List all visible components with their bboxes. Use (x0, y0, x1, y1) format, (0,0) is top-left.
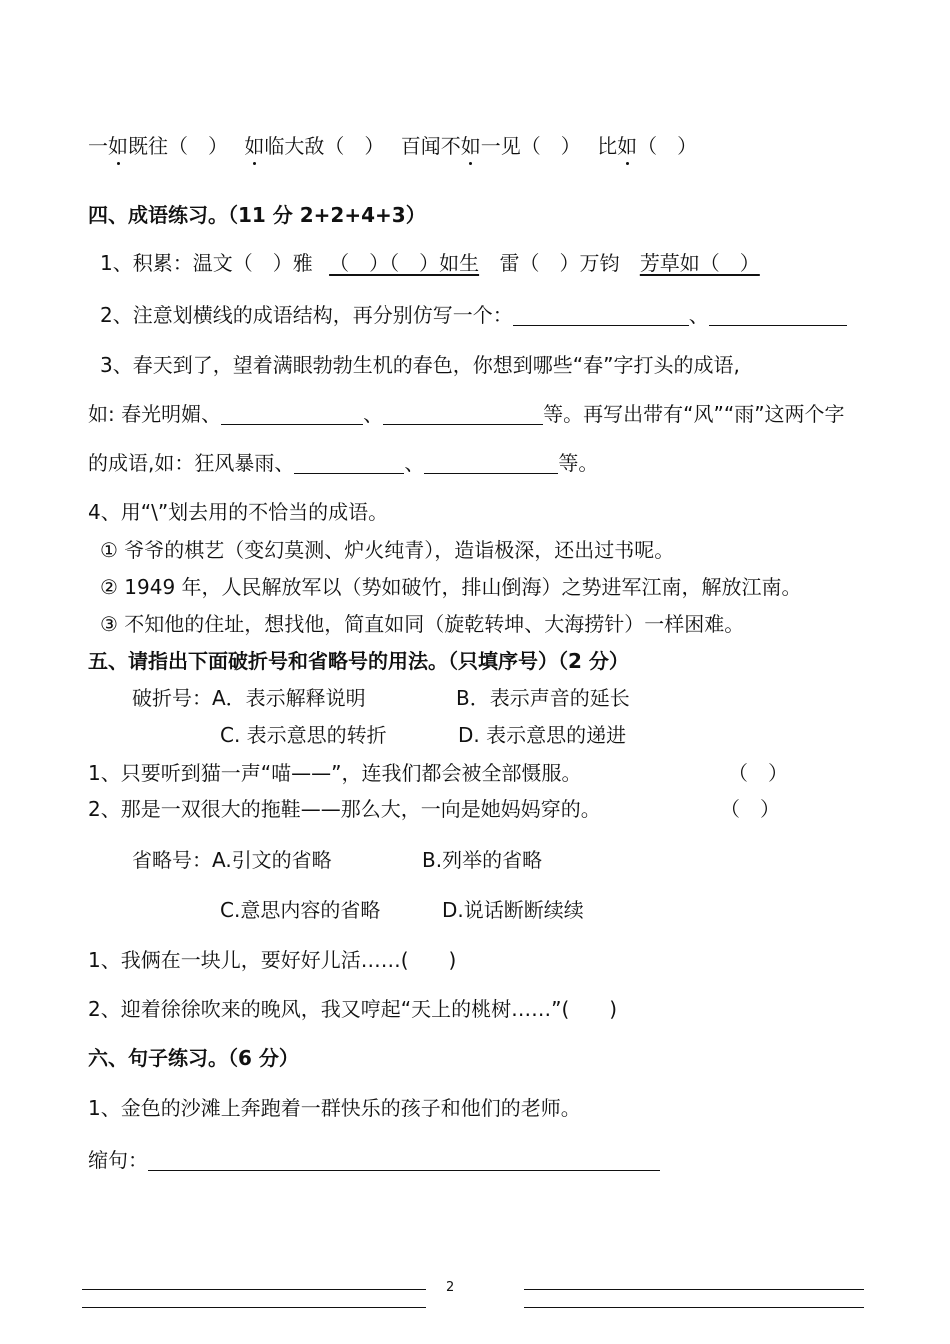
answer-blank[interactable] (383, 404, 543, 425)
dash-option-b: B．表示声音的延长 (456, 686, 630, 710)
dash-option-d: D. 表示意思的递进 (458, 723, 627, 747)
s4-q3-line2: 如: 春光明媚、 、 等。再写出带有“风”“雨”这两个字 (88, 402, 845, 426)
s4-q4: 4、用“\”划去用的不恰当的成语。 (88, 500, 389, 524)
dash-question-1: 1、只要听到猫一声“喵——”，连我们都会被全部慑服。 (88, 761, 582, 785)
answer-blank[interactable] (221, 404, 363, 425)
answer-blank[interactable] (424, 453, 558, 474)
ellipsis-question-2: 2、迎着徐徐吹来的晚风，我又哼起“天上的桃树……”( ) (88, 997, 618, 1021)
dotted-char: 如 (108, 134, 128, 158)
answer-blank[interactable] (709, 305, 847, 326)
s6-suo-row: 缩句： (88, 1148, 660, 1172)
answer-blank[interactable] (513, 305, 689, 326)
section-5-title: 五、请指出下面破折号和省略号的用法。（只填序号）（2 分） (88, 649, 629, 673)
footer-rule (82, 1307, 426, 1308)
s4-q4-item-2: ② 1949 年，人民解放军以（势如破竹，排山倒海）之势进军江南，解放江南。 (100, 575, 802, 599)
footer-rule (524, 1307, 864, 1308)
underlined-idiom: （ ）（ ）如生 (329, 251, 480, 275)
dash-option-c: C. 表示意思的转折 (220, 723, 387, 747)
idiom-options-row: 一如既往（ ） 如临大敌（ ） 百闻不如一见（ ） 比如（ ） (88, 134, 698, 158)
ellipsis-question-1: 1、我俩在一块儿，要好好儿活……( ) (88, 948, 457, 972)
ellipsis-option-d: D.说话断断续续 (442, 898, 584, 922)
s4-q4-item-1: ① 爷爷的棋艺（变幻莫测、炉火纯青），造诣极深，还出过书呢。 (100, 538, 675, 562)
ellipsis-option-c: C.意思内容的省略 (220, 898, 381, 922)
s6-q1: 1、金色的沙滩上奔跑着一群快乐的孩子和他们的老师。 (88, 1096, 581, 1120)
page-number: 2 (446, 1280, 455, 1295)
ellipsis-options-row-1: 省略号：A.引文的省略 (132, 848, 332, 872)
answer-paren[interactable]: （ ） (728, 761, 788, 785)
s4-q3-line3: 的成语,如：狂风暴雨、 、 等。 (88, 451, 599, 475)
dotted-char: 如 (460, 134, 481, 158)
dotted-char: 如 (617, 134, 638, 158)
answer-paren[interactable]: （ ） (720, 797, 780, 821)
underlined-idiom: 芳草如（ ） (639, 251, 760, 275)
footer-rule (524, 1289, 864, 1290)
dash-question-2: 2、那是一双很大的拖鞋——那么大，一向是她妈妈穿的。 (88, 797, 601, 821)
dash-options-row-1: 破折号：A．表示解释说明 (132, 686, 366, 710)
footer-rule (82, 1289, 426, 1290)
s4-q2: 2、注意划横线的成语结构，再分别仿写一个： 、 (100, 303, 847, 327)
answer-blank[interactable] (148, 1150, 660, 1171)
ellipsis-option-b: B.列举的省略 (422, 848, 543, 872)
s4-q1: 1、积累：温文（ ）雅 （ ）（ ）如生 雷（ ）万钧 芳草如（ ） (100, 251, 760, 275)
s4-q4-item-3: ③ 不知他的住址，想找他，简直如同（旋乾转坤、大海捞针）一样困难。 (100, 612, 745, 636)
answer-blank[interactable] (294, 453, 404, 474)
dotted-char: 如 (244, 134, 265, 158)
section-6-title: 六、句子练习。（6 分） (88, 1046, 299, 1070)
s4-q3-line1: 3、春天到了，望着满眼勃勃生机的春色，你想到哪些“春”字打头的成语, (100, 353, 740, 377)
section-4-title: 四、成语练习。（11 分 2+2+4+3） (88, 203, 426, 227)
